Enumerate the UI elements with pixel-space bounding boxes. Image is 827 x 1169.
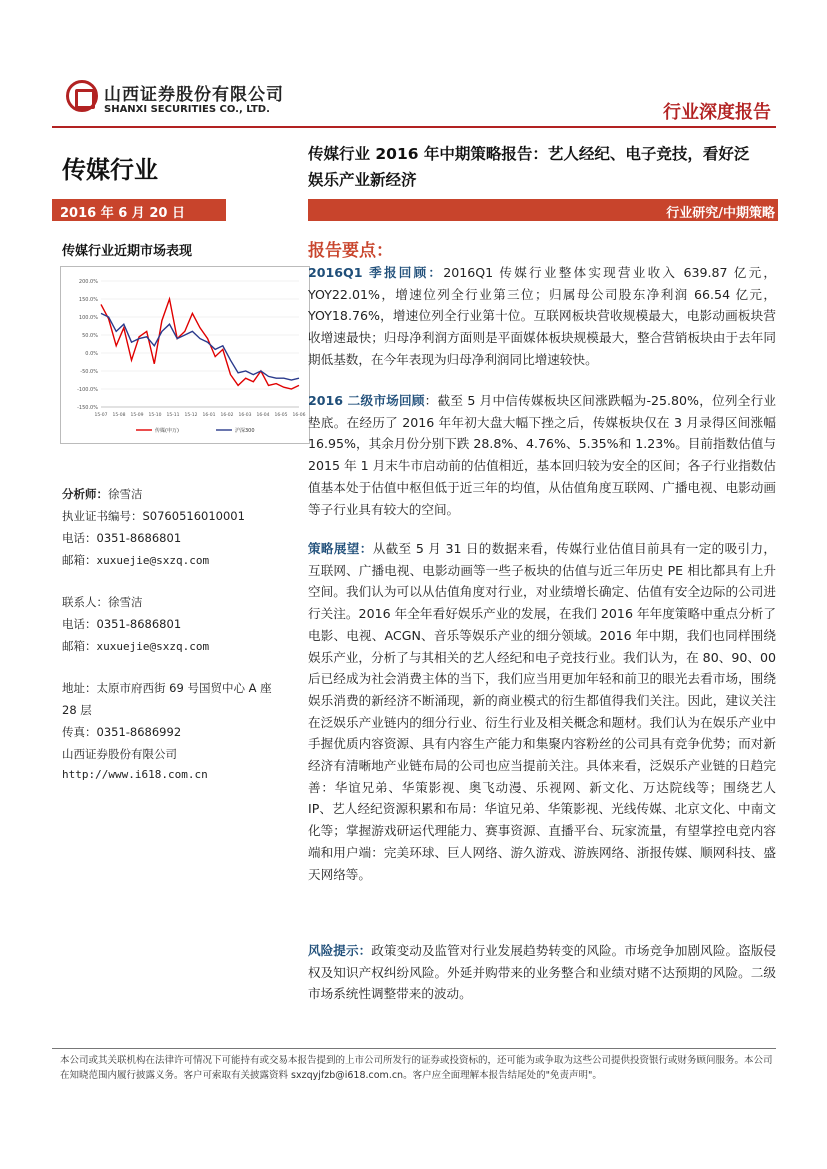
y-tick-label: 200.0% [78, 279, 98, 285]
company-name: 山西证券股份有限公司 [62, 747, 177, 761]
legend-label: 传媒(申万) [155, 428, 179, 434]
risk-text: 政策变动及监管对行业发展趋势转变的风险。市场竞争加剧风险。盗版侵权及知识产权纠纷风险。外延并购带来的业务整合和业绩对赌不达预期的风险。二级市场系统性调整带来的波动。 [308, 943, 777, 1002]
market-performance-chart [60, 266, 310, 444]
y-tick-label: 0.0% [85, 351, 98, 357]
x-tick-label: 16-05 [274, 413, 288, 418]
contact-email-line [62, 638, 209, 654]
y-tick-label: 150.0% [78, 297, 98, 303]
company-logo [66, 80, 98, 112]
strategy-text: 从截至 5 月 31 日的数据来看，传媒行业估值目前具有一定的吸引力，互联网、广播电视、电影动画等一些子板块的估值与近三年历史 PE 相比都具有上升空间。我们认为可以从估值角度对行业，对业绩增长确定、估值有安全边际的公司进行关注。2016 年全年看好娱乐产业的发展，在我们 2016 年年度策略中重点分析了电影、电视、ACGN、音乐等娱乐产业的细分领域。2016 年中期，我们也同样围绕娱乐产业，分析了与其相关的艺人经纪和电子竞技行业。我们认为，在 80、90、00 后已经成为社会消费主体的当下，我们应当用更加年轻和前卫的眼光去看市场，围绕娱乐消费的新经济不断涌现，新的商业模式的衍生都值得我们关注。因此，建议关注在泛娱乐产业链内的细分行业、衍生行业及相关概念和题材。我们认为在娱乐产业中手握优质内容资源、具有内容生产能力和集聚内容粉丝的公司具有竞争优势；而对新经济有清晰地产业链布局的公司也应当提前关注。具体来看，泛娱乐产业链的日趋完善：华谊兄弟、华策影视、奥飞动漫、乐视网、新文化、万达院线等；围绕艺人 IP、艺人经纪资源积累和布局：华谊兄弟、华策影视、光线传媒、北京文化、中南文化等；掌握游戏研运代理能力、赛事资源、直播平台、玩家流量，有望掌控电竞内容端和用户端：完美环球、巨人网络、游久游戏、游族网络、浙报传媒、顺网科技、盛天网络等。 [308, 541, 776, 882]
cert-number: 执业证书编号：S0760516010001 [62, 509, 245, 523]
footer-divider [52, 1048, 776, 1049]
q1-review-text: 2016Q1 传媒行业整体实现营业收入 639.87 亿元，YOY22.01%，增速位列全行业第三位；归属母公司股东净利润 66.54 亿元，YOY18.76%，增速位列全行业第十位。互联网板块营收规模最大，电影动画板块营收增速最快；归母净利润方面则是平面媒体板块规模最大，整合营销板块由于去年同期低基数，在今年表现为归母净利润同比增速较快。 [308, 265, 776, 367]
strategy-paragraph [308, 538, 776, 885]
y-tick-label: -50.0% [80, 369, 98, 375]
legend-label: 沪深300 [235, 428, 255, 434]
report-title [308, 141, 778, 193]
q1-review-label: 2016Q1 季报回顾： [308, 265, 444, 280]
market-review-paragraph [308, 390, 776, 520]
market-review-text: ：截至 5 月中信传媒板块区间涨跌幅为-25.80%，位列全行业垫底。在经历了 2016 年年初大盘大幅下挫之后，传媒板块仅在 3 月录得区间涨幅 16.95%，其余月份分别下跌 28.8%、4.76%、5.35%和 1.23%。目前指数估值与 2015 年 1 月末牛市启动前的估值相近，基本回归较为安全的区间；各子行业指数估值基本处于估值中枢但低于近三年的均值，从估值角度互联网、广播电视、电影动画等子行业具有较大的空间。 [308, 393, 776, 517]
strategy-label: 策略展望： [308, 541, 373, 556]
y-tick-label: -100.0% [77, 387, 98, 393]
y-tick-label: -150.0% [77, 405, 98, 411]
company-website[interactable]: http://www.i618.com.cn [62, 768, 208, 781]
series-line [101, 313, 299, 380]
risk-label: 风险提示： [308, 943, 372, 958]
contact-person: 联系人：徐雪洁 [62, 595, 143, 609]
market-review-label: 2016 二级市场回顾 [308, 393, 425, 408]
analyst-email-line [62, 552, 209, 568]
x-tick-label: 16-06 [292, 413, 306, 418]
address-line1: 地址：太原市府西街 69 号国贸中心 A 座 [62, 681, 272, 695]
x-tick-label: 15-10 [148, 413, 162, 418]
company-name-en: SHANXI SECURITIES CO., LTD. [104, 104, 270, 115]
industry-title: 传媒行业 [62, 156, 158, 184]
report-date: 2016 年 6 月 20 日 [60, 206, 185, 221]
analyst-line [62, 486, 143, 502]
y-tick-label: 50.0% [82, 333, 98, 339]
y-tick-label: 100.0% [78, 315, 98, 321]
disclaimer: 本公司或其关联机构在法律许可情况下可能持有或交易本报告提到的上市公司所发行的证券或投资标的，还可能为或争取为这些公司提供投资银行或财务顾问服务。本公司在知晓范围内履行披露义务。客户可索取有关披露资料 sxzqyjfzb@i618.com.cn。客户应全面理解本报告结尾处的"免责声明"。 [60, 1055, 773, 1081]
chart-svg [61, 267, 309, 443]
contact-email[interactable]: xuxuejie@sxzq.com [96, 640, 210, 653]
fax: 传真：0351-8686992 [62, 725, 182, 739]
contact-phone: 电话：0351-8686801 [62, 617, 182, 631]
x-tick-label: 16-02 [220, 413, 234, 418]
company-name-cn: 山西证券股份有限公司 [104, 85, 284, 105]
address-line2: 28 层 [62, 703, 92, 717]
risk-paragraph [308, 940, 776, 1005]
series-line [101, 299, 299, 389]
email-label: 邮箱： [62, 553, 97, 567]
analyst-phone: 电话：0351-8686801 [62, 531, 182, 545]
summary-heading: 报告要点： [308, 241, 393, 261]
report-title-line1: 传媒行业 2016 年中期策略报告：艺人经纪、电子竞技，看好泛 [308, 145, 750, 163]
x-tick-label: 16-01 [202, 413, 216, 418]
analyst-email[interactable]: xuxuejie@sxzq.com [96, 554, 210, 567]
x-tick-label: 15-09 [130, 413, 144, 418]
analyst-name: 徐雪洁 [108, 487, 143, 501]
chart-title: 传媒行业近期市场表现 [62, 244, 193, 259]
header-divider [52, 126, 776, 128]
analyst-label: 分析师： [62, 487, 108, 501]
report-category: 行业研究/中期策略 [666, 206, 775, 221]
report-title-line2: 娱乐产业新经济 [308, 171, 417, 189]
x-tick-label: 16-03 [238, 413, 252, 418]
contact-email-label: 邮箱： [62, 639, 97, 653]
x-tick-label: 15-08 [112, 413, 126, 418]
x-tick-label: 15-07 [94, 413, 108, 418]
q1-review-paragraph [308, 262, 776, 371]
x-tick-label: 16-04 [256, 413, 270, 418]
x-tick-label: 15-11 [166, 413, 180, 418]
x-tick-label: 15-12 [184, 413, 198, 418]
report-type: 行业深度报告 [663, 102, 771, 123]
